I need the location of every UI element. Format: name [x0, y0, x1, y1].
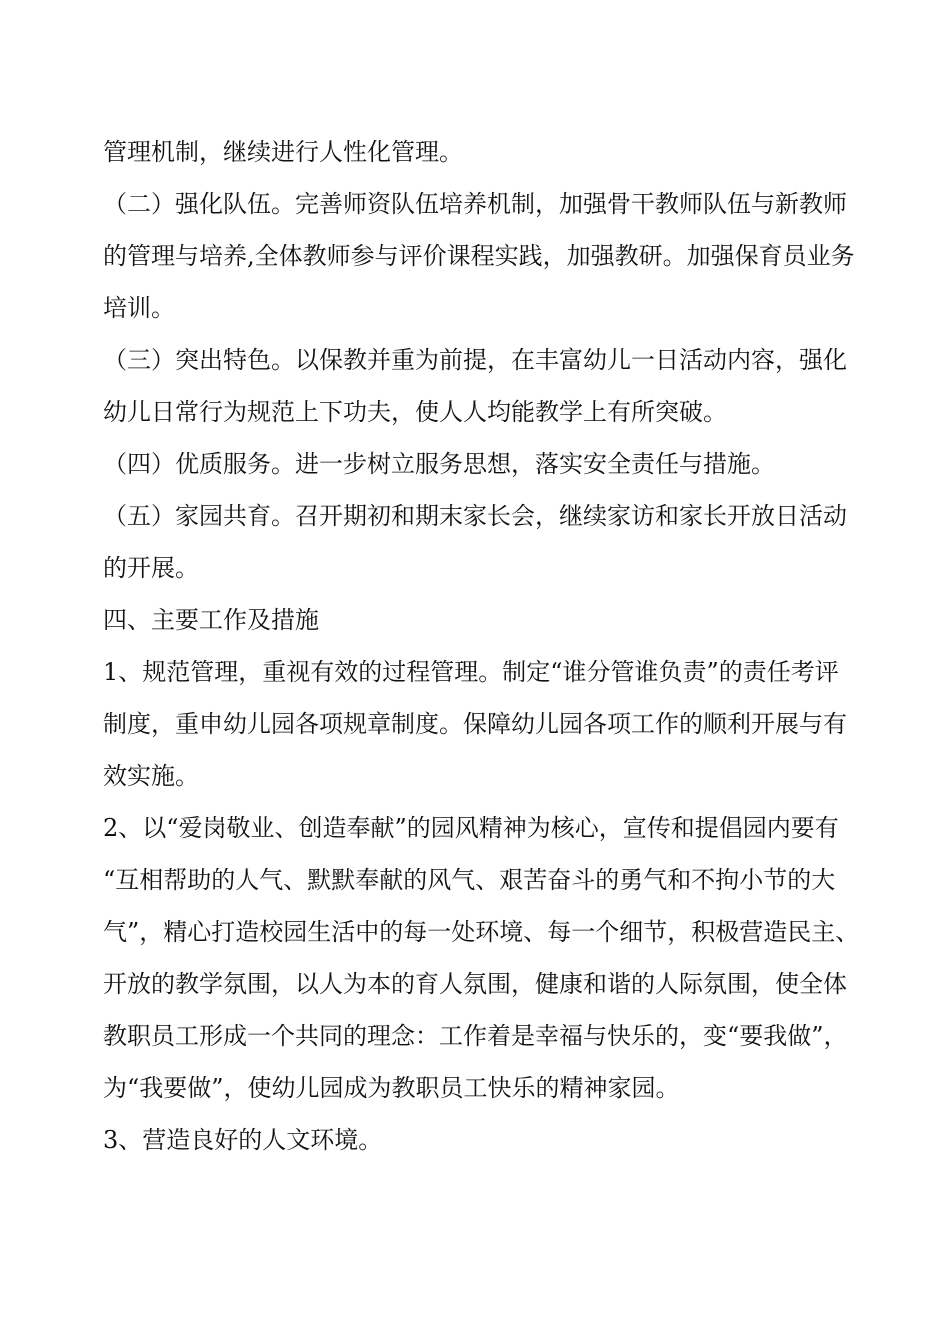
text-line: 为“我要做”，使幼儿园成为教职员工快乐的精神家园。 [103, 1074, 680, 1102]
text-line: （二）强化队伍。完善师资队伍培养机制，加强骨干教师队伍与新教师 [103, 190, 847, 218]
section-heading: 四、主要工作及措施 [103, 606, 319, 634]
text-line: 制度，重申幼儿园各项规章制度。保障幼儿园各项工作的顺利开展与有 [103, 710, 847, 738]
text-line: 的管理与培养,全体教师参与评价课程实践，加强教研。加强保育员业务 [103, 242, 855, 270]
text-line: 开放的教学氛围，以人为本的育人氛围，健康和谐的人际氛围，使全体 [103, 970, 847, 998]
text-line: 培训。 [103, 294, 175, 322]
text-line: 的开展。 [103, 554, 199, 582]
text-line: （五）家园共育。召开期初和期末家长会，继续家访和家长开放日活动 [103, 502, 847, 530]
text-line: 效实施。 [103, 762, 199, 790]
text-line: 1、规范管理，重视有效的过程管理。制定“谁分管谁负责”的责任考评 [103, 658, 839, 686]
text-line: 3、营造良好的人文环境。 [103, 1126, 383, 1154]
text-line: 管理机制，继续进行人性化管理。 [103, 138, 463, 166]
text-line: “互相帮助的人气、默默奉献的风气、艰苦奋斗的勇气和不拘小节的大 [103, 866, 836, 894]
text-line: 2、以“爱岗敬业、创造奉献”的园风精神为核心，宣传和提倡园内要有 [103, 814, 839, 842]
text-line: 幼儿日常行为规范上下功夫，使人人均能教学上有所突破。 [103, 398, 727, 426]
document-body [103, 126, 863, 1166]
text-line: （四）优质服务。进一步树立服务思想，落实安全责任与措施。 [103, 450, 775, 478]
text-line: 气”，精心打造校园生活中的每一处环境、每一个细节，积极营造民主、 [103, 918, 860, 946]
text-line: （三）突出特色。以保教并重为前提，在丰富幼儿一日活动内容，强化 [103, 346, 847, 374]
text-line: 教职员工形成一个共同的理念：工作着是幸福与快乐的，变“要我做”， [103, 1022, 848, 1050]
